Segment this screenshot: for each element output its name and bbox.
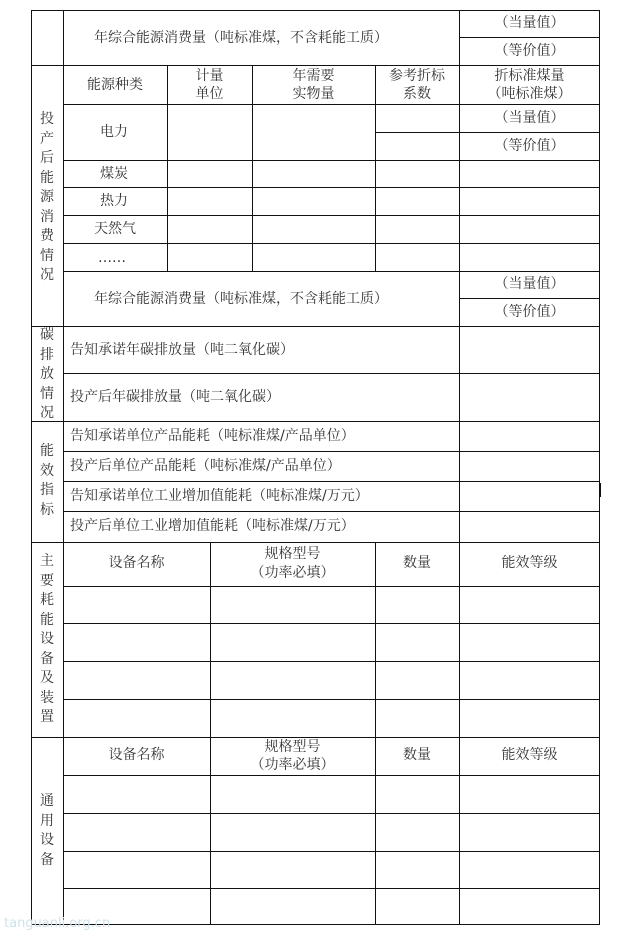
divider <box>63 187 600 188</box>
column-border <box>375 542 376 925</box>
divider <box>63 586 600 587</box>
divider <box>63 661 600 662</box>
divider <box>63 451 600 452</box>
after-carbon-label: 投产后年碳排放量（吨二氧化碳） <box>70 389 280 405</box>
equipment-name-header: 设备名称 <box>108 747 165 763</box>
equivalent-value-label: （当量值） <box>494 110 565 126</box>
label-column-border <box>63 10 64 925</box>
table-left-border <box>31 10 32 925</box>
divider <box>63 104 600 105</box>
column-border <box>210 542 211 925</box>
spec-model-header: 规格型号 <box>264 546 321 562</box>
divider <box>63 160 600 161</box>
energy-type-header: 能源种类 <box>87 77 143 93</box>
efficiency-item: 告知承诺单位产品能耗（吨标准煤/产品单位） <box>70 428 355 444</box>
annual-consumption-label: 年综合能源消费量（吨标准煤，不含耗能工质） <box>94 30 388 46</box>
divider <box>63 888 600 889</box>
efficiency-item: 告知承诺单位工业增加值能耗（吨标准煤/万元） <box>70 488 369 504</box>
equal-price-value-label: （等价值） <box>494 304 565 320</box>
equipment-name-header: 设备名称 <box>108 555 165 571</box>
value-column-border <box>459 542 460 925</box>
efficiency-item: 投产后单位产品能耗（吨标准煤/产品单位） <box>70 458 341 474</box>
divider <box>459 298 600 299</box>
divider <box>375 132 600 133</box>
spec-model-header: （功率必填） <box>250 757 335 773</box>
standard-coal-header: 折标准煤量 <box>494 68 565 84</box>
energy-row-ellipsis: …… <box>98 250 126 266</box>
divider <box>63 243 600 244</box>
equal-price-value-label: （等价值） <box>494 138 565 154</box>
promised-carbon-label: 告知承诺年碳排放量（吨二氧化碳） <box>70 342 294 358</box>
section-divider <box>31 326 600 327</box>
coefficient-header: 参考折标 <box>389 68 445 84</box>
divider <box>63 215 600 216</box>
efficiency-grade-header: 能效等级 <box>501 555 558 571</box>
after-production-side-label: 投产后能源消费情况 <box>40 111 54 283</box>
efficiency-grade-header: 能效等级 <box>501 747 558 763</box>
divider <box>63 511 600 512</box>
carbon-side-label: 碳排放情况 <box>40 327 54 421</box>
divider <box>63 373 600 374</box>
divider <box>63 271 600 272</box>
section-divider <box>31 542 600 543</box>
energy-row-natural-gas: 天然气 <box>94 221 136 237</box>
standard-coal-header: （吨标准煤） <box>487 86 572 102</box>
text-cursor-mark <box>599 483 601 497</box>
spec-model-header: （功率必填） <box>250 565 335 581</box>
section-divider <box>31 421 600 422</box>
quantity-header: 数量 <box>403 747 431 763</box>
divider <box>63 851 600 852</box>
annual-quantity-header: 年需要 <box>292 68 335 84</box>
annual-consumption-label: 年综合能源消费量（吨标准煤，不含耗能工质） <box>94 291 388 307</box>
spec-model-header: 规格型号 <box>264 739 321 755</box>
general-equipment-side-label: 通用设备 <box>40 793 54 868</box>
energy-row-electricity: 电力 <box>100 124 128 140</box>
coefficient-header: 系数 <box>403 86 431 102</box>
divider <box>63 775 600 776</box>
quantity-header: 数量 <box>403 555 431 571</box>
divider <box>63 813 600 814</box>
divider <box>63 699 600 700</box>
equivalent-value-label: （当量值） <box>494 15 565 31</box>
energy-row-heat: 热力 <box>100 193 128 209</box>
equal-price-value-label: （等价值） <box>494 43 565 59</box>
watermark: tanguanli.org.cn <box>4 916 111 931</box>
divider <box>63 481 600 482</box>
table-bottom-border <box>31 924 600 925</box>
annual-quantity-header: 实物量 <box>292 86 335 102</box>
equivalent-value-label: （当量值） <box>494 276 565 292</box>
divider <box>63 623 600 624</box>
unit-header: 计量 <box>195 68 224 84</box>
efficiency-item: 投产后单位工业增加值能耗（吨标准煤/万元） <box>70 518 355 534</box>
energy-row-coal: 煤炭 <box>100 166 128 182</box>
unit-header: 单位 <box>195 86 224 102</box>
divider <box>459 37 600 38</box>
main-equipment-side-label: 主要耗能设备及装置 <box>40 553 54 725</box>
efficiency-side-label: 能效指标 <box>40 443 54 518</box>
table-top-border <box>31 10 600 11</box>
